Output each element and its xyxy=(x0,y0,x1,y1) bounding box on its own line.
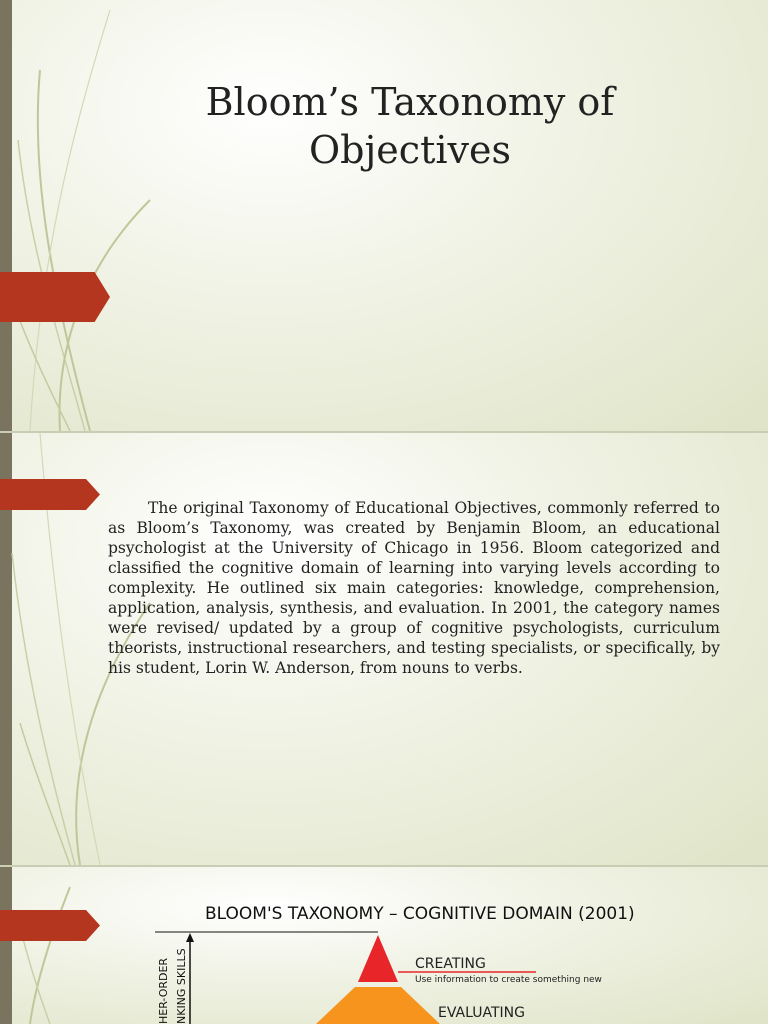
level-creating-name: CREATING xyxy=(415,956,486,972)
level-evaluating-band xyxy=(316,987,440,1024)
axis-label-thinking-skills: NKING SKILLS xyxy=(175,948,188,1024)
decorative-swirls xyxy=(0,0,768,431)
taxonomy-pyramid xyxy=(0,867,768,1024)
diagram-title: BLOOM'S TAXONOMY – COGNITIVE DOMAIN (2001) xyxy=(205,904,635,924)
slide-side-bar xyxy=(0,0,12,431)
slide-2 xyxy=(0,433,768,865)
slide-title: Bloom’s Taxonomy of Objectives xyxy=(205,80,615,172)
accent-arrow-tab xyxy=(0,479,100,510)
slide-3 xyxy=(0,867,768,1024)
accent-arrow-tab xyxy=(0,272,110,322)
slide-1 xyxy=(0,0,768,431)
axis-arrow-head xyxy=(186,933,194,942)
level-evaluating-name: EVALUATING xyxy=(438,1005,525,1021)
level-creating-description: Use information to create something new xyxy=(415,975,602,985)
axis-label-higher-order: HER-ORDER xyxy=(157,957,170,1024)
level-creating-triangle xyxy=(358,935,398,982)
body-paragraph: The original Taxonomy of Educational Objectives, commonly referred to as Bloom’s Taxonomy, was created by Benjamin Bloom, an educational psychologist at the University of Chicago in 1956. Bloom categorized and classified the cognitive domain of learning into varying levels according to complexity. He outlined six main categories: knowledge, comprehension, application, analysis, synthesis, and evaluation. In 2001, the category names were revised/ updated by a group of cognitive psychologists, curriculum theorists, instructional researchers, and testing specialists, or specifically, by his student, Lorin W. Anderson, from nouns to verbs. xyxy=(108,499,720,677)
